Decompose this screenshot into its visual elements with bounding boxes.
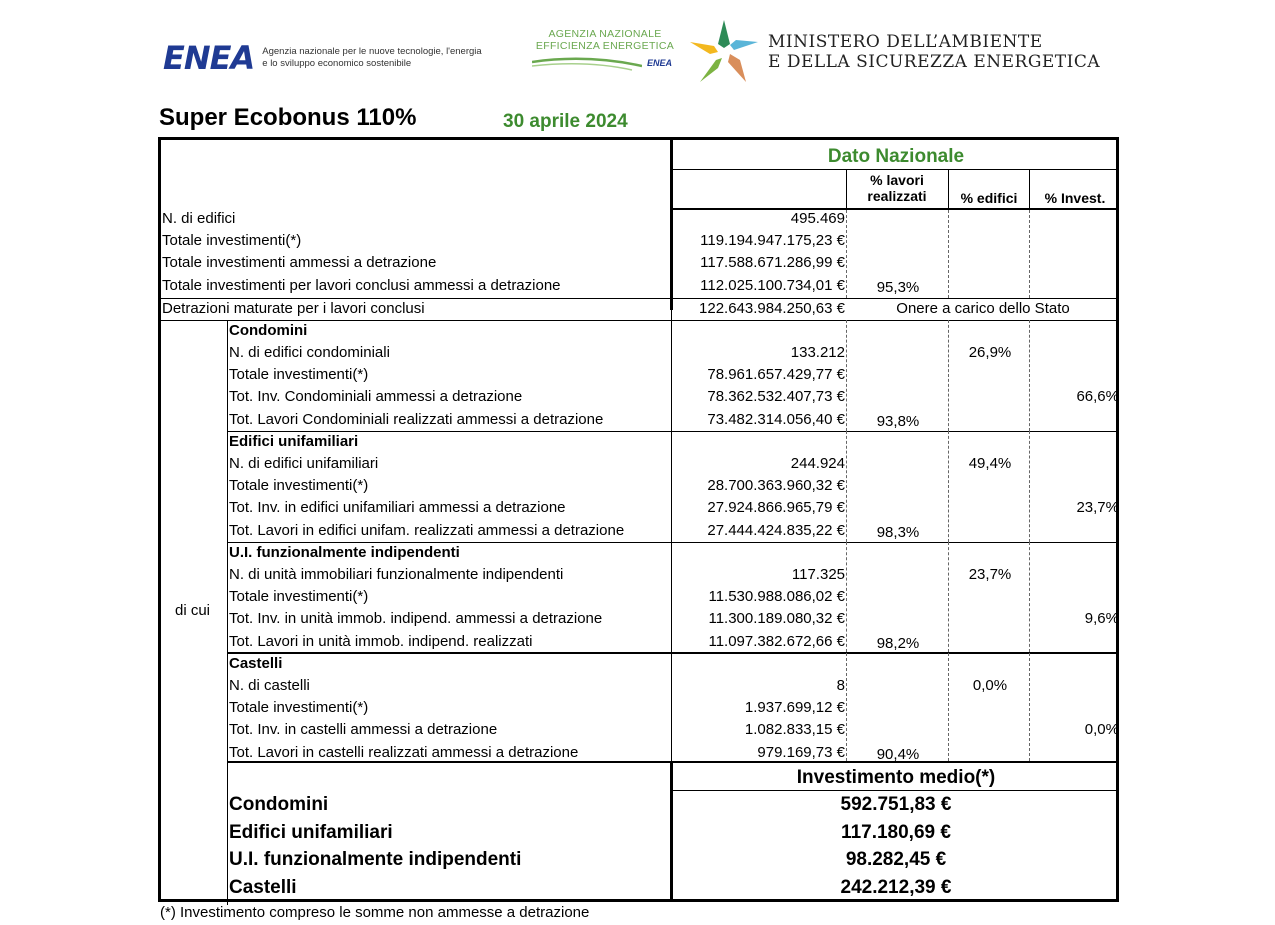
ministry-star-icon [688, 18, 760, 86]
group-row-pct-lavori: 98,2% [876, 634, 920, 652]
grid-dash [1029, 320, 1030, 431]
grid-line [227, 320, 228, 905]
avg-value: 242.212,39 € [840, 876, 952, 898]
agency-logo-line2: EFFICIENZA ENERGETICA [535, 40, 675, 52]
group-row-value: 11.530.988.086,02 € [708, 588, 845, 606]
group-row-label: Tot. Lavori Condominiali realizzati ammessi a detrazione [229, 410, 604, 428]
group-row-value: 979.169,73 € [757, 743, 845, 761]
header-pct-edifici: % edifici [960, 190, 1018, 206]
row-value: 112.025.100.734,01 € [700, 276, 845, 294]
header-dato-nazionale: Dato Nazionale [827, 146, 965, 167]
group-title: U.I. funzionalmente indipendenti [229, 544, 460, 561]
group-row-label: Totale investimenti(*) [229, 366, 369, 384]
page-title: Super Ecobonus 110% [159, 104, 417, 131]
detrazioni-value: 122.643.984.250,63 € [699, 300, 845, 317]
agency-logo-line1: AGENZIA NAZIONALE [548, 28, 662, 40]
group-row-value: 27.444.424.835,22 € [707, 521, 845, 539]
group-row-value: 117.325 [791, 566, 845, 583]
group-row-label: Totale investimenti(*) [229, 477, 369, 495]
group-row-value: 28.700.363.960,32 € [707, 477, 845, 495]
group-row-pct-lavori: 93,8% [876, 412, 920, 430]
footnote: (*) Investimento compreso le somme non ammesse a detrazione [160, 904, 590, 921]
group-row-label: Tot. Inv. in unità immob. indipend. ammessi a detrazione [229, 610, 603, 628]
avg-label: Condomini [229, 794, 329, 815]
group-row-pct-edifici: 49,4% [968, 455, 1012, 472]
group-title: Edifici unifamiliari [229, 433, 359, 450]
group-title: Castelli [229, 655, 283, 672]
grid-line [227, 431, 1119, 432]
avg-value: 592.751,83 € [840, 794, 952, 815]
row-value: 119.194.947.175,23 € [700, 232, 845, 250]
header-pct-invest: % Invest. [1044, 190, 1106, 206]
avg-label: Edifici unifamiliari [229, 821, 393, 843]
group-row-value: 133.212 [790, 344, 845, 361]
grid-line [673, 169, 1119, 170]
grid-line [846, 170, 847, 208]
row-label: Totale investimenti ammessi a detrazione [162, 254, 437, 272]
group-row-value: 244.924 [790, 455, 845, 472]
group-row-value: 27.924.866.965,79 € [707, 499, 845, 517]
group-row-value: 1.937.699,12 € [744, 699, 845, 717]
row-pct-lavori: 95,3% [876, 278, 920, 296]
avg-label: Castelli [229, 876, 297, 898]
avg-label: U.I. funzionalmente indipendenti [229, 849, 522, 870]
header-pct-lavori: % lavori realizzati [867, 172, 927, 204]
di-cui-label: di cui [175, 602, 211, 619]
group-row-pct-edifici: 23,7% [968, 566, 1012, 583]
group-row-value: 78.961.657.429,77 € [707, 366, 845, 384]
group-row-label: N. di edifici unifamiliari [229, 455, 379, 472]
group-row-pct-lavori: 90,4% [876, 745, 920, 763]
row-value: 495.469 [790, 210, 845, 227]
swoosh-icon [532, 56, 642, 72]
agency-enea-mark: ENEA [646, 58, 672, 68]
report-date: 30 aprile 2024 [503, 111, 628, 132]
group-row-label: N. di castelli [229, 677, 310, 694]
group-row-label: Tot. Lavori in edifici unifam. realizzati ammessi a detrazione [229, 521, 625, 539]
group-row-label: Totale investimenti(*) [229, 588, 369, 606]
group-row-pct-edifici: 0,0% [972, 677, 1008, 694]
group-row-label: Tot. Lavori in castelli realizzati ammessi a detrazione [229, 743, 579, 761]
group-row-label: Totale investimenti(*) [229, 699, 369, 717]
enea-logo [163, 39, 503, 77]
group-row-label: Tot. Inv. in castelli ammessi a detrazione [229, 721, 498, 739]
group-row-value: 11.097.382.672,66 € [708, 632, 845, 650]
group-row-pct-edifici: 26,9% [968, 344, 1012, 361]
grid-line [948, 170, 949, 208]
avg-value: 98.282,45 € [845, 849, 947, 870]
ministry-name: MINISTERO DELL’AMBIENTE E DELLA SICUREZZA ENERGETICA [768, 32, 1101, 72]
enea-logo-text: Agenzia nazionale per le nuove tecnologie, l'energia e lo sviluppo economico sostenibile [262, 46, 482, 69]
grid-dash [1029, 653, 1030, 761]
row-label: Totale investimenti per lavori conclusi ammessi a detrazione [162, 276, 561, 294]
row-value: 117.588.671.286,99 € [700, 254, 845, 272]
group-row-pct-invest: 23,7% [1076, 499, 1119, 517]
grid-dash [1029, 210, 1030, 298]
group-title: Condomini [229, 322, 308, 339]
group-row-value: 8 [836, 677, 845, 694]
avg-value: 117.180,69 € [841, 821, 951, 843]
detrazioni-label: Detrazioni maturate per i lavori conclusi [162, 300, 425, 317]
group-row-label: Tot. Inv. Condominiali ammessi a detrazione [229, 388, 523, 406]
agency-logo [530, 28, 680, 78]
avg-header: Investimento medio(*) [796, 767, 996, 788]
grid-dash [1029, 431, 1030, 542]
group-row-label: N. di unità immobiliari funzionalmente indipendenti [229, 566, 564, 583]
grid-line [1029, 170, 1030, 208]
grid-line [673, 790, 1119, 791]
detrazioni-note: Onere a carico dello Stato [896, 300, 1070, 317]
grid-line [671, 310, 672, 761]
group-row-pct-invest: 0,0% [1084, 721, 1119, 739]
group-row-pct-invest: 66,6% [1076, 388, 1119, 406]
grid-dash [1029, 542, 1030, 652]
group-row-value: 73.482.314.056,40 € [707, 410, 845, 428]
group-row-label: N. di edifici condominiali [229, 344, 390, 361]
grid-line [227, 652, 1119, 654]
group-row-value: 1.082.833,15 € [744, 721, 845, 739]
group-row-value: 11.300.189.080,32 € [708, 610, 845, 628]
group-row-value: 78.362.532.407,73 € [707, 388, 845, 406]
row-label: Totale investimenti(*) [162, 232, 302, 250]
group-row-label: Tot. Inv. in edifici unifamiliari ammessi a detrazione [229, 499, 566, 517]
data-table [158, 137, 1119, 902]
row-label: N. di edifici [162, 210, 236, 227]
group-row-pct-lavori: 98,3% [876, 523, 920, 541]
group-row-pct-invest: 9,6% [1084, 610, 1119, 628]
ministry-logo [688, 18, 1108, 86]
group-row-label: Tot. Lavori in unità immob. indipend. realizzati [229, 632, 533, 650]
enea-logo-mark: ENEA [163, 39, 255, 77]
